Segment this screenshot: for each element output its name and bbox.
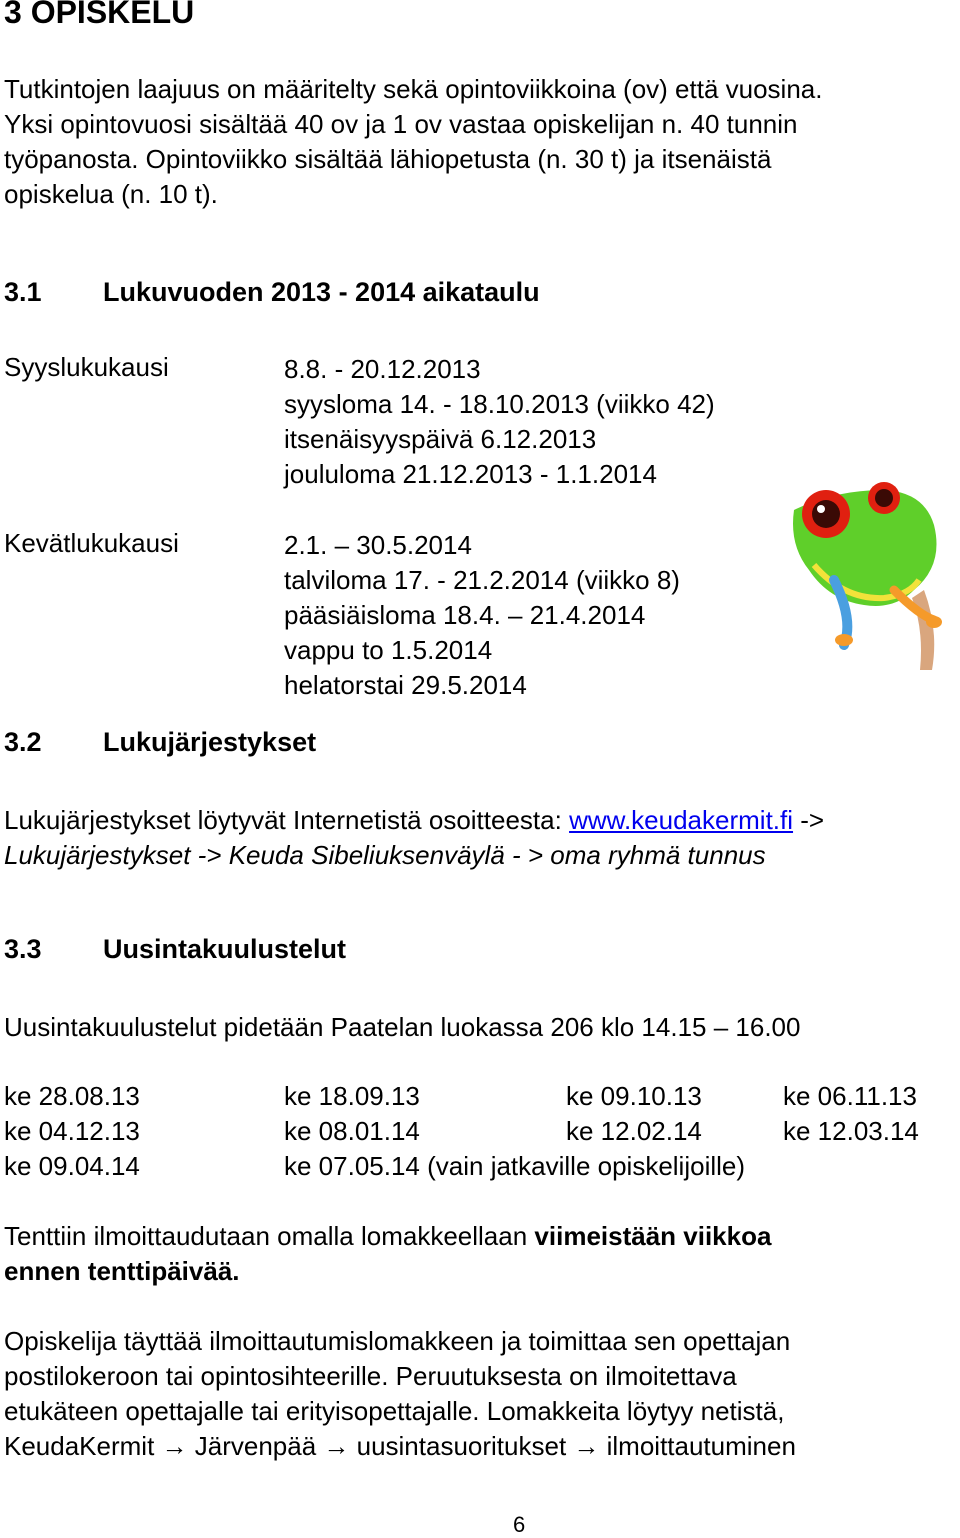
- registration-note: [4, 1219, 771, 1289]
- page-number: 6: [513, 1512, 526, 1537]
- autumn-schedule: [284, 352, 715, 492]
- timetable-suffix: ->: [793, 805, 825, 835]
- autumn-line: 8.8. - 20.12.2013: [284, 354, 481, 384]
- date-cell: ke 12.02.14: [566, 1116, 702, 1146]
- date-cell: ke 04.12.13: [4, 1116, 140, 1146]
- section-3-1-title: Lukuvuoden 2013 - 2014 aikataulu: [103, 277, 540, 307]
- heading-opiskelu: 3 OPISKELU: [4, 0, 195, 30]
- spring-line: vappu to 1.5.2014: [284, 635, 493, 665]
- section-3-1-number: 3.1: [4, 277, 42, 307]
- keudakermit-link[interactable]: www.keudakermit.fi: [569, 805, 794, 835]
- registration-deadline: viimeistään viikkoa: [534, 1221, 772, 1251]
- registration-text: Tenttiin ilmoittaudutaan omalla lomakkeellaan: [4, 1221, 535, 1251]
- timetable-prefix: Lukujärjestykset löytyvät Internetistä osoitteesta:: [4, 805, 570, 835]
- instructions-line: Opiskelija täyttää ilmoittautumislomakkeen ja toimittaa sen opettajan: [4, 1326, 791, 1356]
- retake-info: Uusintakuulustelut pidetään Paatelan luokassa 206 klo 14.15 – 16.00: [4, 1012, 801, 1042]
- timetable-path: Lukujärjestykset -> Keuda Sibeliuksenväylä - > oma ryhmä tunnus: [4, 840, 766, 870]
- section-3-2-number: 3.2: [4, 727, 42, 757]
- date-cell: ke 07.05.14 (vain jatkaville opiskelijoille): [284, 1151, 746, 1181]
- intro-paragraph: [4, 72, 822, 212]
- autumn-line: itsenäisyyspäivä 6.12.2013: [284, 424, 597, 454]
- intro-line: opiskelua (n. 10 t).: [4, 179, 218, 209]
- instructions-line: etukäteen opettajalle tai erityisopettajalle. Lomakkeita löytyy netistä,: [4, 1396, 785, 1426]
- autumn-line: joululoma 21.12.2013 - 1.1.2014: [284, 459, 657, 489]
- section-3-3-number: 3.3: [4, 934, 42, 964]
- date-cell: ke 06.11.13: [783, 1081, 917, 1111]
- intro-line: Tutkintojen laajuus on määritelty sekä opintoviikkoina (ov) että vuosina.: [4, 74, 823, 104]
- instructions-line: KeudaKermit → Järvenpää → uusintasuoritukset → ilmoittautuminen: [4, 1431, 796, 1461]
- date-cell: ke 08.01.14: [284, 1116, 420, 1146]
- date-cell: ke 18.09.13: [284, 1081, 420, 1111]
- registration-deadline-cont: ennen tenttipäivää.: [4, 1256, 240, 1286]
- section-3-3-title: Uusintakuulustelut: [103, 934, 347, 964]
- date-cell: ke 28.08.13: [4, 1081, 140, 1111]
- instructions-paragraph: [4, 1324, 796, 1464]
- autumn-line: syysloma 14. - 18.10.2013 (viikko 42): [284, 389, 715, 419]
- timetable-line: [4, 805, 824, 836]
- spring-line: 2.1. – 30.5.2014: [284, 530, 472, 560]
- date-cell: ke 12.03.14: [783, 1116, 919, 1146]
- autumn-label: Syyslukukausi: [4, 352, 169, 382]
- spring-label: Kevätlukukausi: [4, 528, 179, 558]
- date-cell: ke 09.10.13: [566, 1081, 702, 1111]
- instructions-line: postilokeroon tai opintosihteerille. Peruutuksesta on ilmoitettava: [4, 1361, 737, 1391]
- spring-line: helatorstai 29.5.2014: [284, 670, 527, 700]
- intro-line: työpanosta. Opintoviikko sisältää lähiopetusta (n. 30 t) ja itsenäistä: [4, 144, 772, 174]
- intro-line: Yksi opintovuosi sisältää 40 ov ja 1 ov vastaa opiskelijan n. 40 tunnin: [4, 109, 798, 139]
- section-3-2-title: Lukujärjestykset: [103, 727, 317, 757]
- spring-line: talviloma 17. - 21.2.2014 (viikko 8): [284, 565, 680, 595]
- date-cell: ke 09.04.14: [4, 1151, 140, 1181]
- tree-frog-icon: [774, 470, 960, 670]
- spring-schedule: [284, 528, 680, 703]
- spring-line: pääsiäisloma 18.4. – 21.4.2014: [284, 600, 646, 630]
